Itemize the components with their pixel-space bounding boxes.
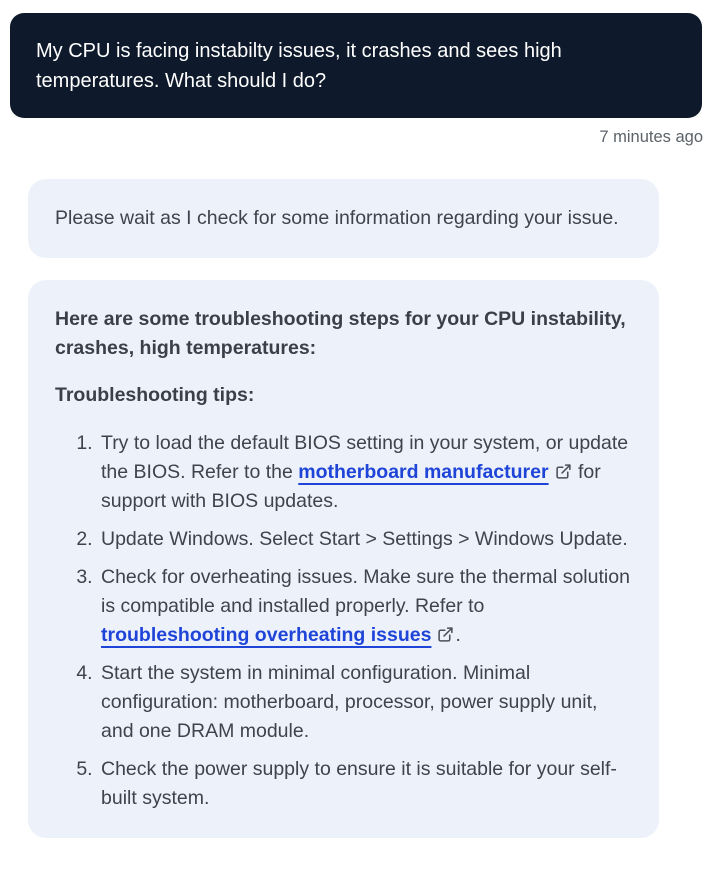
troubleshooting-steps-list [55, 429, 631, 813]
user-message-bubble [10, 13, 702, 118]
troubleshooting-step: 1. Try to load the default BIOS setting in your system, or update the BIOS. Refer to the motherboard manufacturer for support with BIOS updates. [98, 429, 631, 516]
external-link-icon[interactable] [437, 626, 454, 643]
message-timestamp: 7 minutes ago [599, 128, 703, 146]
assistant-wait-message-text: Please wait as I check for some information regarding your issue. [55, 207, 619, 229]
troubleshooting-step: 4. Start the system in minimal configuration. Minimal configuration: motherboard, processor, power supply unit, and one DRAM module. [98, 659, 631, 746]
troubleshooting-tips-label: Troubleshooting tips: [55, 384, 255, 406]
troubleshooting-heading: Here are some troubleshooting steps for your CPU instability, crashes, high temperatures: [55, 308, 626, 359]
troubleshooting-step: 3. Check for overheating issues. Make sure the thermal solution is compatible and installed properly. Refer to troubleshooting overheating issues . [98, 563, 631, 650]
troubleshooting-overheating-issues-link[interactable]: troubleshooting overheating issues [101, 624, 432, 646]
user-message-text: My CPU is facing instabilty issues, it crashes and sees high temperatures. What should I do? [36, 40, 562, 92]
troubleshooting-step: 5. Check the power supply to ensure it is suitable for your self-built system. [98, 755, 631, 813]
troubleshooting-step: 2. Update Windows. Select Start > Settings > Windows Update. [98, 525, 631, 554]
external-link-icon[interactable] [555, 463, 572, 480]
assistant-troubleshooting-message-bubble [28, 280, 659, 838]
assistant-wait-message-bubble [28, 179, 659, 258]
motherboard-manufacturer-link[interactable]: motherboard manufacturer [298, 461, 549, 483]
